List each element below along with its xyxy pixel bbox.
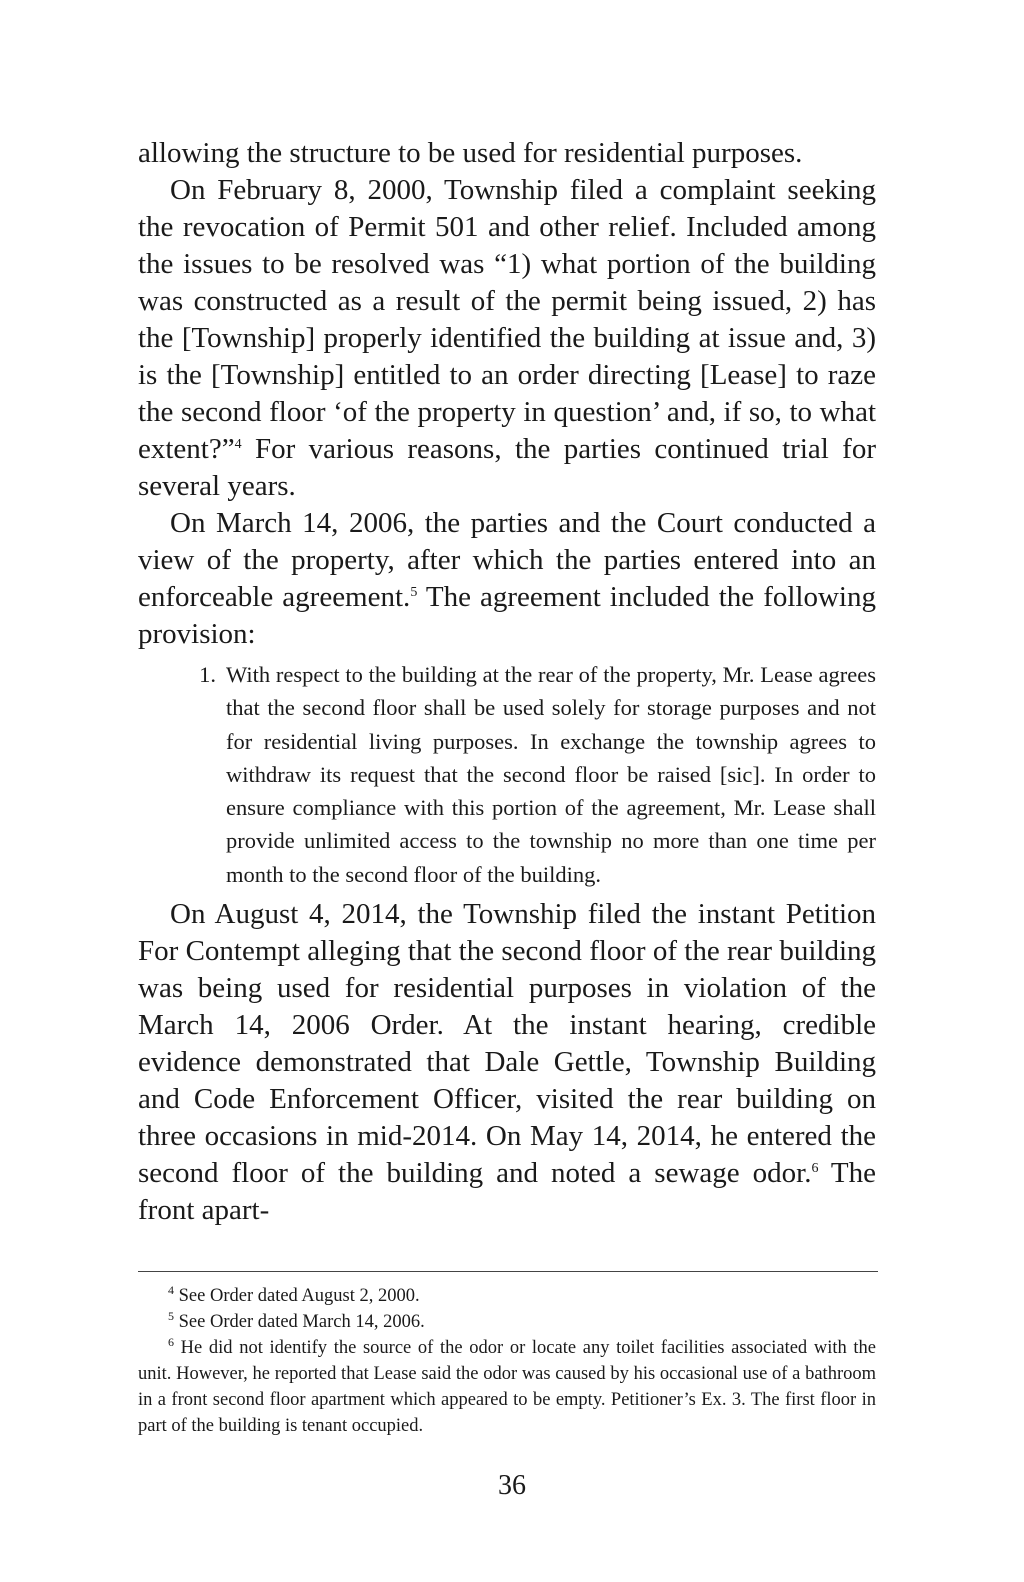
paragraph-complaint xyxy=(138,172,876,505)
footnote-number: 4 xyxy=(168,1283,174,1297)
paragraph-text: On February 8, 2000, Township filed a complaint seeking the revocation of Permit 501 and other relief. Included among the issues to be resolved was “1) what portion of the building was constructed as a result of the permit being issued, 2) has the [Township] properly identified the building at issue and, 3) is the [Township] entitled to an order directing [Lease] to raze the second floor ‘of the property in question’ and, if so, to what extent?” xyxy=(138,174,876,465)
footnote-ref-5: 5 xyxy=(410,585,418,600)
footnote-5 xyxy=(138,1309,876,1335)
paragraph-text: The front apart- xyxy=(138,1157,877,1227)
footnote-ref-4: 4 xyxy=(234,437,242,452)
list-item-number: 1. xyxy=(199,662,216,687)
list-item xyxy=(138,658,876,891)
list-item-text: With respect to the building at the rear of the property, Mr. Lease agrees that the second floor shall be used solely for storage purposes and not for residential living purposes. In exchange the township agrees to withdraw its request that the second floor be raised [sic]. In order to ensure compliance with this portion of the agreement, Mr. Lease shall provide unlimited access to the township no more than one time per month to the second floor of the building. xyxy=(226,662,876,887)
footnotes xyxy=(138,1283,876,1439)
footnote-divider xyxy=(138,1271,878,1272)
paragraph-text: On August 4, 2014, the Township filed the instant Petition For Contempt alleging that the second floor of the rear building was being used for residential purposes in violation of the March 14, 2006 Order. At the instant hearing, credible evidence demonstrated that Dale Gettle, Township Building and Code Enforcement Officer, visited the rear building on three occasions in mid-2014. On May 14, 2014, he entered the second floor of the building and noted a sewage odor. xyxy=(138,898,876,1190)
paragraph-text: On March 14, 2006, the parties and the Court conducted a view of the property, after which the parties entered into an enforceable agreement. xyxy=(138,507,876,613)
footnote-text: See Order dated March 14, 2006. xyxy=(174,1312,425,1332)
paragraph-continued xyxy=(138,135,876,172)
footnote-ref-6: 6 xyxy=(811,1161,819,1177)
footnote-text: He did not identify the source of the odor or locate any toilet facilities associated with the unit. However, he reported that Lease said the odor was caused by his occasional use of a bathroom in a front second floor apartment which appeared to be empty. Petitioner’s Ex. 3. The first floor in part of the building is tenant occupied. xyxy=(138,1338,876,1436)
paragraph-petition xyxy=(138,896,876,1229)
page-number: 36 xyxy=(498,1470,526,1501)
footnote-4 xyxy=(138,1283,876,1309)
paragraph-text: The agreement included the following provision: xyxy=(138,581,876,650)
footnote-number: 5 xyxy=(168,1309,174,1323)
agreement-provision-list xyxy=(138,658,876,891)
paragraph-text: allowing the structure to be used for residential purposes. xyxy=(138,137,803,169)
footnote-6 xyxy=(138,1335,876,1439)
footnote-number: 6 xyxy=(168,1335,174,1349)
body-text xyxy=(138,135,876,1229)
footnote-text: See Order dated August 2, 2000. xyxy=(174,1286,420,1306)
paragraph-text: For various reasons, the parties continued trial for several years. xyxy=(138,433,876,502)
paragraph-agreement xyxy=(138,505,876,653)
